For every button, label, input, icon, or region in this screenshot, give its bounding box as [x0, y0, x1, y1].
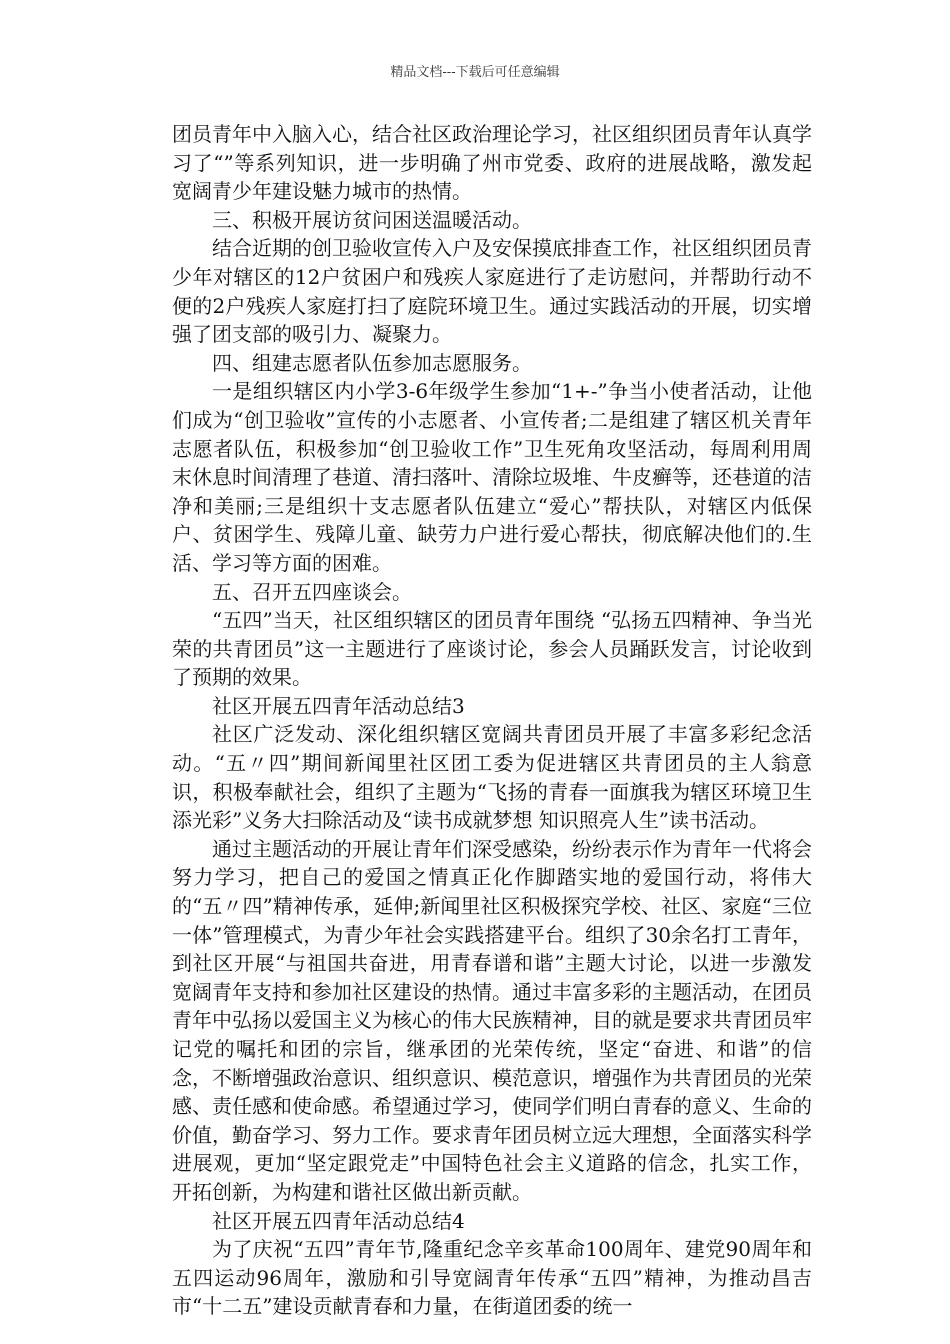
section-heading: 三、积极开展访贫问困送温暖活动。 [212, 207, 532, 232]
paragraph: 通过主题活动的开展让青年们深受感染，纷纷表示作为青年一代将会努力学习，把自己的爱国之情真正化作脚踏实地的爱国行动，将伟大的“五〃四”精神传承，延伸;新闻里社区积极探究学校、社区、家庭“三位一体”管理模式，为青少年社会实践搭建平台。组织了30余名打工青年，到社区开展“与祖国共奋进，用青春谱和谐”主题大讨论，以进一步激发宽阔青年支持和参加社区建设的热情。通过丰富多彩的主题活动，在团员青年中弘扬以爱国主义为核心的伟大民族精神，目的就是要求共青团员牢记党的嘱托和团的宗旨，继承团的光荣传统，坚定“奋进、和谐”的信念，不断增强政治意识、组织意识、模范意识，增强作为共青团员的光荣感、责任感和使命感。希望通过学习，使同学们明白青春的意义、生命的价值，勤奋学习、努力工作。要求青年团员树立远大理想，全面落实科学进展观，更加“坚定跟党走”中国特色社会主义道路的信念，扎实工作，开拓创新，为构建和谐社区做出新贡献。 [172, 836, 812, 1204]
paragraph: 一是组织辖区内小学3-6年级学生参加“1+-”争当小使者活动，让他们成为“创卫验收”宣传的小志愿者、小宣传者;二是组建了辖区机关青年志愿者队伍，积极参加“创卫验收工作”卫生死角攻坚活动，每周利用周末休息时间清理了巷道、清扫落叶、清除垃圾堆、牛皮癣等，还巷道的洁净和美丽;三是组织十支志愿者队伍建立“爱心”帮扶队，对辖区内低保户、贫困学生、残障儿童、缺劳力户进行爱心帮扶，彻底解决他们的.生活、学习等方面的困难。 [172, 379, 812, 575]
section-heading: 五、召开五四座谈会。 [212, 579, 412, 604]
section-heading: 四、组建志愿者队伍参加志愿服务。 [212, 350, 532, 375]
paragraph: 社区广泛发动、深化组织辖区宽阔共青团员开展了丰富多彩纪念活动。“五〃四”期间新闻里社区团工委为促进辖区共青团员的主人翁意识，积极奉献社会，组织了主题为“飞扬的青春一面旗我为辖区环境卫生添光彩”义务大扫除活动及“读书成就梦想 知识照亮人生”读书活动。 [172, 722, 812, 833]
document-body [172, 120, 812, 1321]
paragraph: 团员青年中入脑入心，结合社区政治理论学习，社区组织团员青年认真学习了“”等系列知识，进一步明确了州市党委、政府的进展战略，激发起宽阔青少年建设魅力城市的热情。 [172, 122, 812, 204]
page-header: 精品文档---下载后可任意编辑 [390, 65, 560, 80]
section-heading: 社区开展五四青年活动总结4 [212, 1208, 465, 1233]
section-heading: 社区开展五四青年活动总结3 [212, 693, 465, 718]
paragraph: 结合近期的创卫验收宣传入户及安保摸底排查工作，社区组织团员青少年对辖区的12户贫困户和残疾人家庭进行了走访慰问，并帮助行动不便的2户残疾人家庭打扫了庭院环境卫生。通过实践活动的开展，切实增强了团支部的吸引力、凝聚力。 [172, 236, 812, 347]
paragraph: 为了庆祝“五四”青年节,隆重纪念辛亥革命100周年、建党90周年和五四运动96周年，激励和引导宽阔青年传承“五四”精神，为推动昌吉市“十二五”建设贡献青春和力量，在街道团委的统一 [172, 1237, 812, 1319]
paragraph: “五四”当天，社区组织辖区的团员青年围绕 “弘扬五四精神、争当光荣的共青团员”这一主题进行了座谈讨论，参会人员踊跃发言，讨论收到了预期的效果。 [172, 608, 812, 690]
